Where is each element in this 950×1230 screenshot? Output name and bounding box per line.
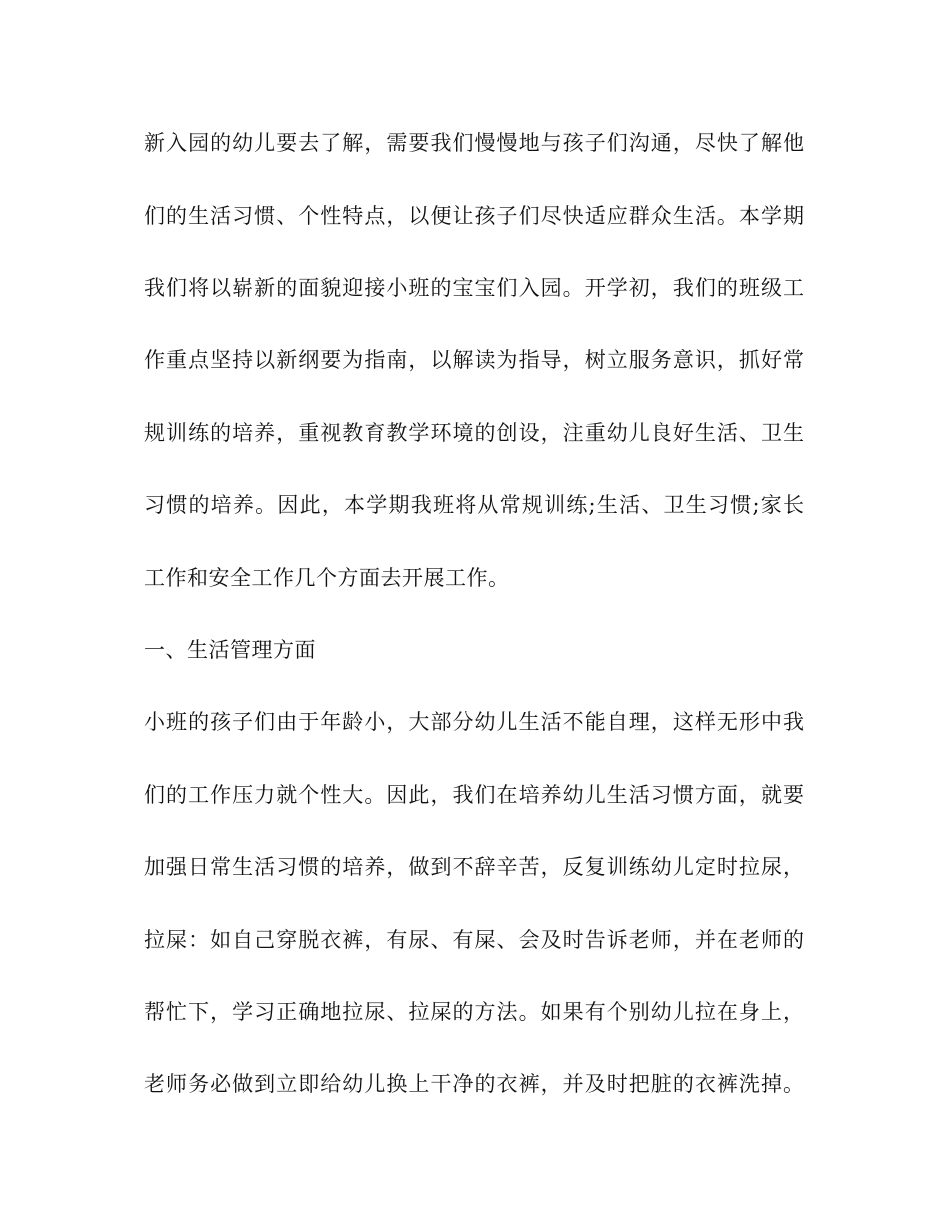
text-line-7: 工作和安全工作几个方面去开展工作。: [144, 566, 510, 590]
text-line-5: 规训练的培养，重视教育教学环境的创设，注重幼儿良好生活、卫生: [144, 421, 804, 445]
text-line-1: 新入园的幼儿要去了解，需要我们慢慢地与孩子们沟通，尽快了解他: [144, 131, 804, 155]
section-heading: 一、生活管理方面: [144, 638, 316, 662]
text-line-4: 作重点坚持以新纲要为指南，以解读为指导，树立服务意识，抓好常: [144, 348, 804, 372]
text-line-10: 们的工作压力就个性大。因此，我们在培养幼儿生活习惯方面，就要: [144, 783, 804, 807]
text-line-2: 们的生活习惯、个性特点，以便让孩子们尽快适应群众生活。本学期: [144, 204, 804, 228]
text-line-12: 拉屎：如自己穿脱衣裤，有尿、有屎、会及时告诉老师，并在老师的: [144, 928, 804, 952]
text-line-3: 我们将以崭新的面貌迎接小班的宝宝们入园。开学初，我们的班级工: [144, 276, 804, 300]
text-line-11: 加强日常生活习惯的培养，做到不辞辛苦，反复训练幼儿定时拉尿，: [144, 855, 804, 879]
text-line-13: 帮忙下，学习正确地拉尿、拉屎的方法。如果有个别幼儿拉在身上，: [144, 1000, 804, 1024]
text-line-9: 小班的孩子们由于年龄小，大部分幼儿生活不能自理，这样无形中我: [144, 710, 804, 734]
text-line-6: 习惯的培养。因此，本学期我班将从常规训练;生活、卫生习惯;家长: [144, 493, 804, 517]
text-line-14: 老师务必做到立即给幼儿换上干净的衣裤，并及时把脏的衣裤洗掉。: [144, 1072, 804, 1096]
